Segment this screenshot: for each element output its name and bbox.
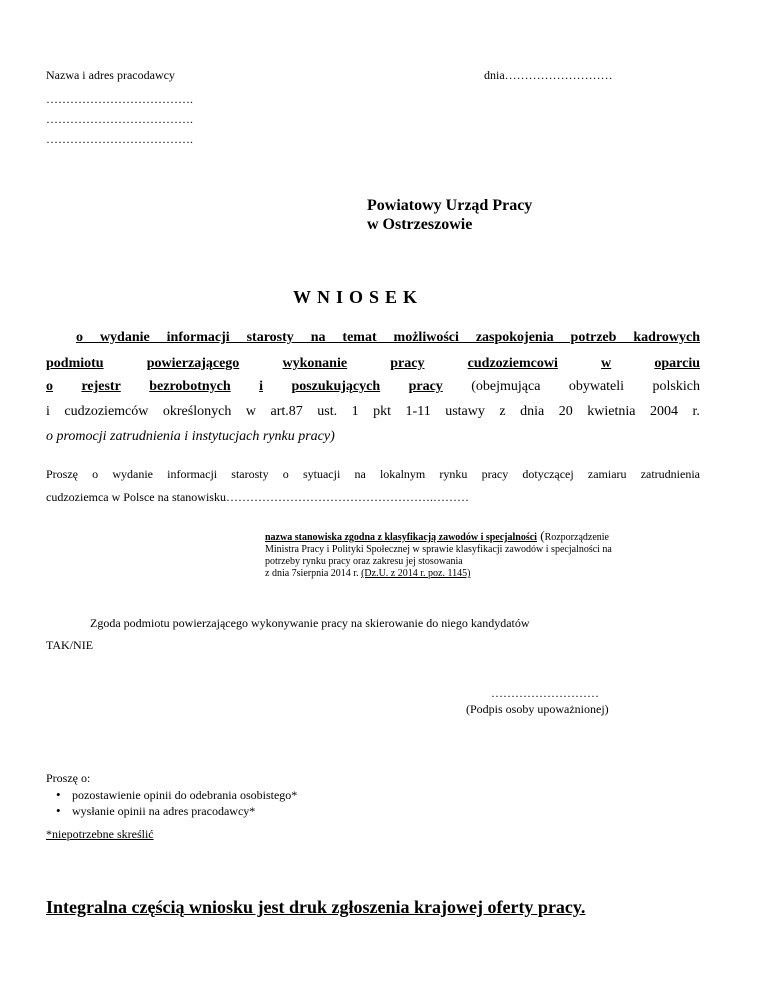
subject-line-2 [46,356,700,372]
recipient-block [367,196,532,234]
request-line-2: cudzoziemca w Polsce na stanowisku…………………………………………….……… [46,490,469,504]
word: poszukujących [291,379,381,394]
word: bezrobotnych [149,379,231,394]
signature-line: ……………………… [491,686,599,700]
document-title: WNIOSEK [293,287,424,307]
word: polskich [652,379,700,394]
word: pracy [408,379,443,394]
word: w [601,356,612,371]
footnote: *niepotrzebne skreślić [46,827,154,841]
word: art.87 [270,404,303,419]
word: z [499,404,506,419]
word: rejestr [81,379,121,394]
final-note: Integralna częścią wniosku jest druk zgłoszenia krajowej oferty pracy. [46,897,586,917]
word: cudzoziemcowi [467,356,558,371]
word: dnia [520,404,545,419]
request-line-1: Proszę o wydanie informacji starosty o sytuacji na lokalnym rynku pracy dotyczącej zamiaru zatrudnienia [46,467,700,481]
employer-label: Nazwa i adres pracodawcy [46,68,175,82]
word: określonych [162,404,232,419]
option-item-mail[interactable]: • wysłanie opinii na adres pracodawcy* [46,803,297,819]
word: pkt [373,404,392,419]
word: wykonanie [282,356,348,371]
consent-text: Zgoda podmiotu powierzającego wykonywanie pracy na skierowanie do niego kandydatów [90,616,530,630]
word: 20 [558,404,573,419]
subject-line-4 [46,404,700,420]
position-note [265,530,612,580]
word: w [245,404,256,419]
word: cudzoziemców [64,404,149,419]
word: 2004 [650,404,679,419]
subject-line-1: o wydanie informacji starosty na temat możliwości zaspokojenia potrzeb kadrowych [76,330,700,345]
recipient-city: w Ostrzeszowie [367,216,473,233]
options-heading: Proszę o: [46,771,91,785]
word: i [46,404,50,419]
employer-line-3: ………………………………. [46,132,193,146]
word: pracy [390,356,425,371]
word: ust. [317,404,338,419]
word: kwietnia [587,404,636,419]
signature-caption: (Podpis osoby upoważnionej) [466,702,609,716]
employer-line-1: ………………………………. [46,92,193,106]
word: 1-11 [405,404,431,419]
subject-line-5: o promocji zatrudnienia i instytucjach rynku pracy) [46,429,335,444]
word: powierzającego [146,356,240,371]
position-note-line-2: Ministra Pracy i Polityki Społecznej w sprawie klasyfikacji zawodów i specjalności na [265,544,612,555]
recipient-office: Powiatowy Urząd Pracy [367,197,533,214]
employer-line-2: ………………………………. [46,112,193,126]
position-note-date: z dnia 7sierpnia 2014 r. [265,568,362,579]
date-field: dnia……………………… [484,68,613,82]
word: o [46,379,53,394]
word: i [259,379,263,394]
word: podmiotu [46,356,104,371]
position-note-line-3: potrzeby rynku pracy oraz zakresu jej stosowania [265,556,463,567]
word: (obejmująca [471,379,541,394]
word: 1 [351,404,359,419]
position-note-regulation: Rozporządzenie [544,532,609,543]
subject-line-3 [46,379,700,395]
word: ustawy [445,404,485,419]
paren: ( [536,528,545,543]
options-list [46,787,297,819]
position-note-journal-ref: (Dz.U. z 2014 r. poz. 1145) [361,568,471,579]
consent-answer[interactable]: TAK/NIE [46,638,94,652]
word: r. [692,404,700,419]
position-note-label: nazwa stanowiska zgodna z klasyfikacją zawodów i specjalności [265,532,537,543]
word: obywateli [568,379,625,394]
option-item-pickup[interactable]: • pozostawienie opinii do odebrania osobistego* [46,787,297,803]
position-note-line-4 [265,568,612,580]
word: oparciu [654,356,700,371]
